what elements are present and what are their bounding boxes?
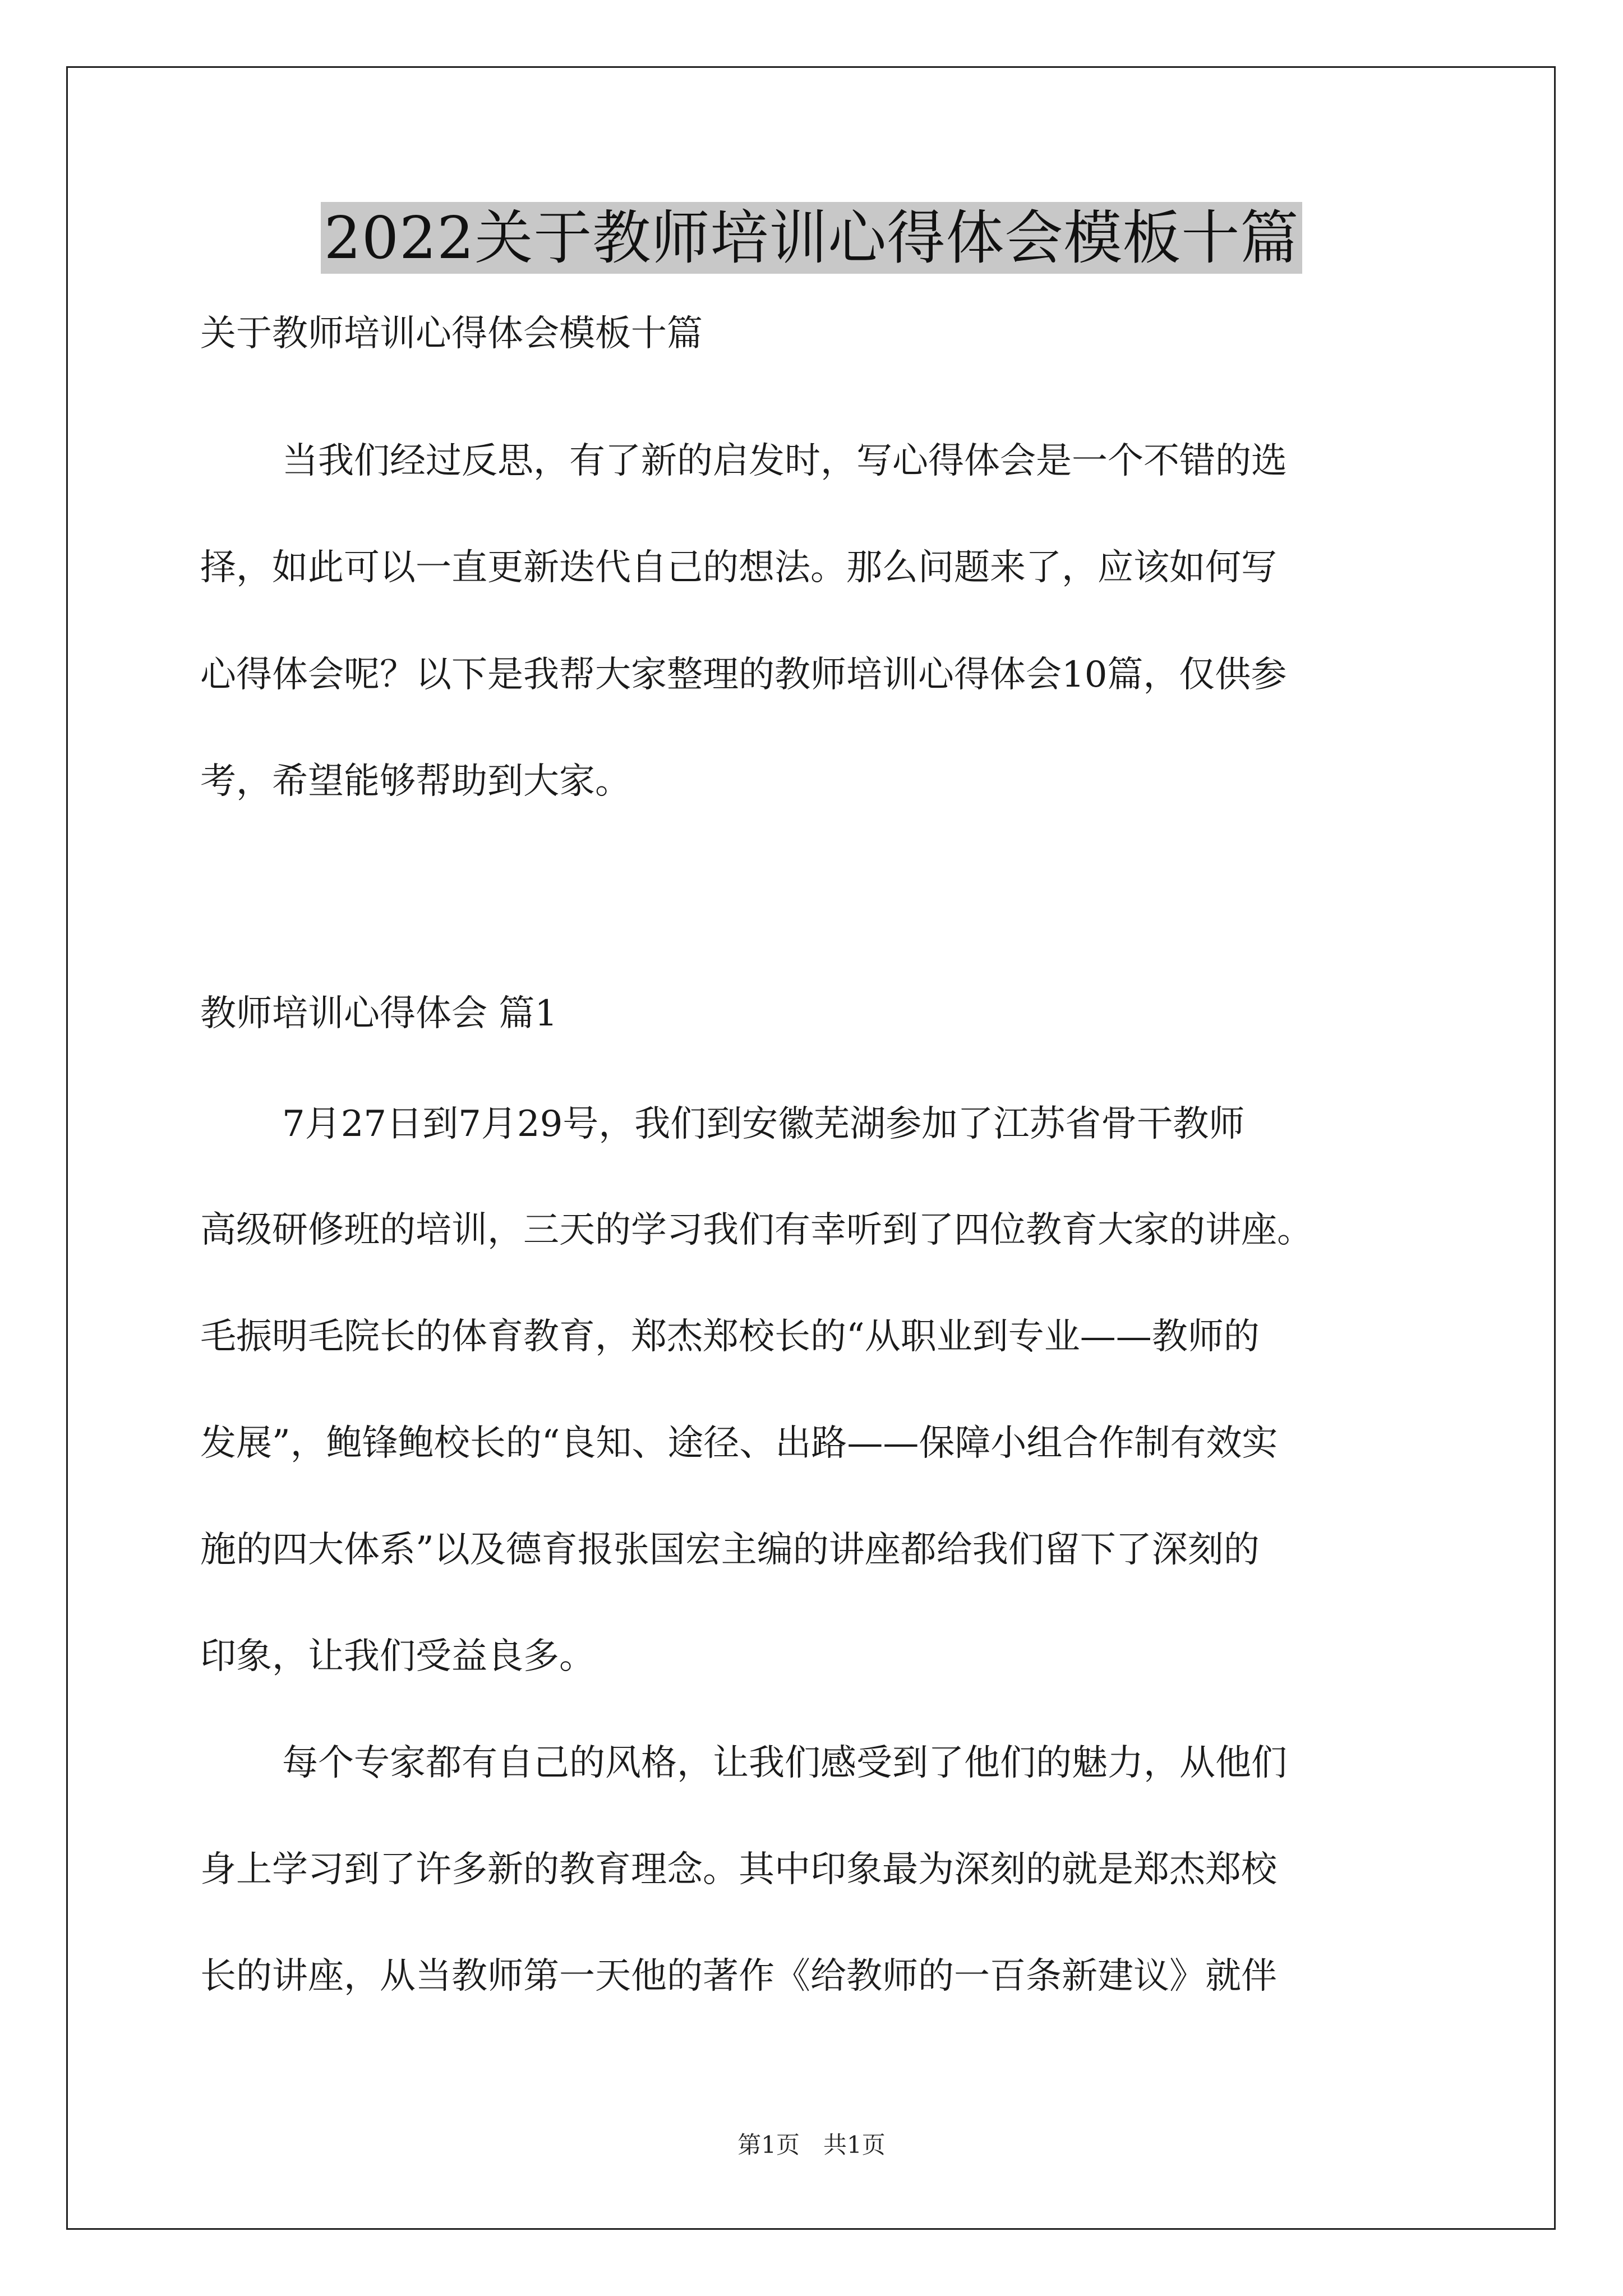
para2-line-3: 长的讲座，从当教师第一天他的著作《给教师的一百条新建议》就伴 [200, 1955, 1277, 1997]
para1-line-6: 印象，让我们受益良多。 [200, 1636, 595, 1677]
para2-line-1: 每个专家都有自己的风格，让我们感受到了他们的魅力，从他们 [282, 1742, 1287, 1784]
intro-line-3: 心得体会呢？以下是我帮大家整理的教师培训心得体会10篇，仅供参 [200, 654, 1287, 696]
title-container [0, 202, 1623, 274]
para1-line-3: 毛振明毛院长的体育教育，郑杰郑校长的“从职业到专业——教师的 [200, 1316, 1260, 1358]
page-number: 第1页 共1页 [737, 2131, 886, 2159]
para1-line-4: 发展”，鲍锋鲍校长的“良知、途径、出路——保障小组合作制有效实 [200, 1423, 1278, 1464]
page-footer [0, 2129, 1623, 2161]
para1-line-5: 施的四大体系”以及德育报张国宏主编的讲座都给我们留下了深刻的 [200, 1529, 1260, 1571]
document-subtitle: 关于教师培训心得体会模板十篇 [200, 313, 703, 355]
intro-line-2: 择，如此可以一直更新迭代自己的想法。那么问题来了，应该如何写 [200, 547, 1277, 588]
para1-line-2: 高级研修班的培训，三天的学习我们有幸听到了四位教育大家的讲座。 [200, 1209, 1313, 1251]
para2-line-2: 身上学习到了许多新的教育理念。其中印象最为深刻的就是郑杰郑校 [200, 1849, 1277, 1890]
section-heading: 教师培训心得体会 篇1 [200, 993, 558, 1034]
page-border [66, 66, 1556, 2230]
document-title: 2022关于教师培训心得体会模板十篇 [321, 202, 1303, 274]
intro-line-1: 当我们经过反思，有了新的启发时，写心得体会是一个不错的选 [282, 440, 1287, 482]
para1-line-1: 7月27日到7月29号，我们到安徽芜湖参加了江苏省骨干教师 [282, 1103, 1245, 1145]
intro-line-4: 考，希望能够帮助到大家。 [200, 761, 631, 802]
